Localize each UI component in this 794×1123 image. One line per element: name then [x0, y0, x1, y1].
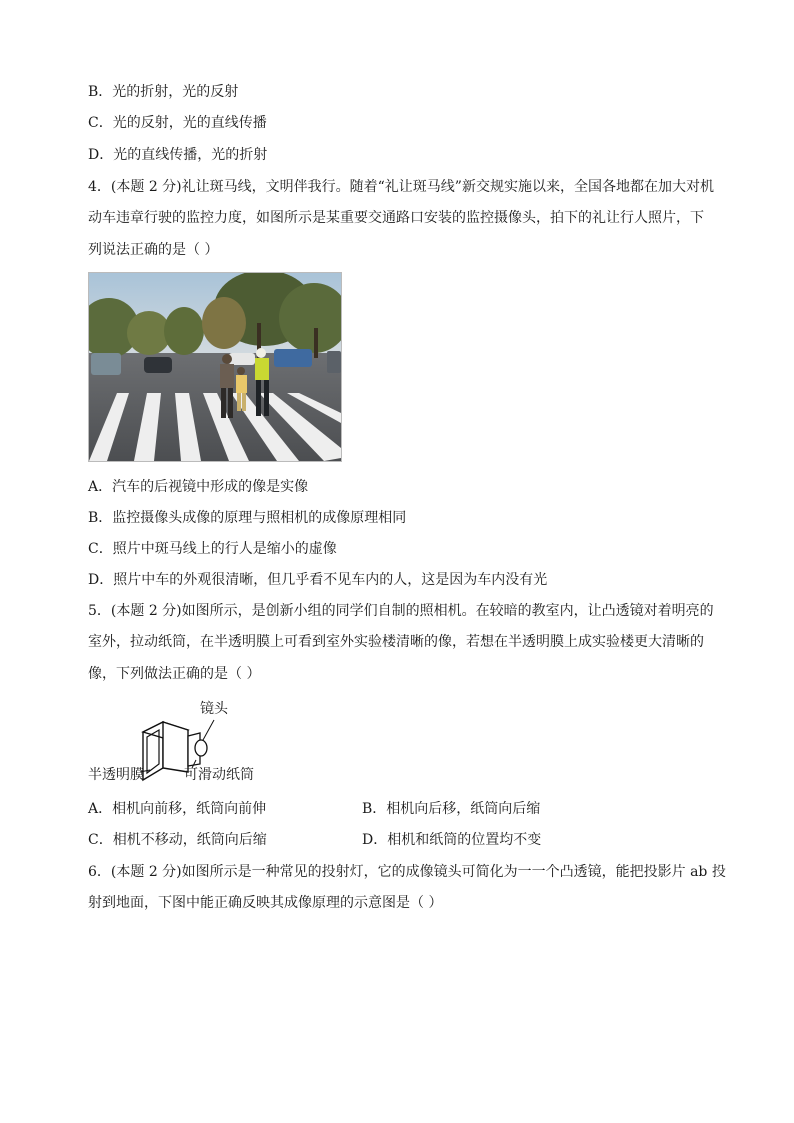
q4-option-b: B．监控摄像头成像的原理与照相机的成像原理相同: [88, 510, 407, 526]
q5-option-c: C．相机不移动，纸筒向后缩: [88, 832, 267, 848]
q5-option-d: D．相机和纸筒的位置均不变: [362, 832, 542, 848]
lens-label: 镜头: [200, 701, 228, 717]
prev-option-b: B．光的折射，光的反射: [88, 84, 239, 100]
q5-stem-line-1: 5．(本题 2 分)如图所示，是创新小组的同学们自制的照相机。在较暗的教室内，让凸透镜对着明亮的: [88, 603, 714, 619]
membrane-label: 半透明膜: [88, 767, 144, 783]
prev-option-c: C．光的反射，光的直线传播: [88, 115, 267, 131]
q4-stem-line-2: 动车违章行驶的监控力度，如图所示是某重要交通路口安装的监控摄像头，拍下的礼让行人照片，下: [88, 210, 704, 226]
q5-stem-line-3: 像，下列做法正确的是（ ）: [88, 666, 261, 682]
q5-stem-line-2: 室外，拉动纸筒，在半透明膜上可看到室外实验楼清晰的像，若想在半透明膜上成实验楼更大清晰的: [88, 634, 704, 650]
tube-label: 可滑动纸筒: [184, 767, 254, 783]
q4-stem-line-3: 列说法正确的是（ ）: [88, 242, 219, 258]
prev-option-d: D．光的直线传播，光的折射: [88, 147, 268, 163]
q4-option-a: A．汽车的后视镜中形成的像是实像: [88, 479, 309, 495]
q4-option-c: C．照片中斑马线上的行人是缩小的虚像: [88, 541, 337, 557]
q5-option-b: B．相机向后移，纸筒向后缩: [362, 801, 541, 817]
q6-stem-line-2: 射到地面，下图中能正确反映其成像原理的示意图是（ ）: [88, 895, 443, 911]
q4-stem-line-1: 4．(本题 2 分)礼让斑马线，文明伴我行。随着“礼让斑马线”新交规实施以来，全国各地都在加大对机: [88, 179, 714, 195]
q4-option-d: D．照片中车的外观很清晰，但几乎看不见车内的人，这是因为车内没有光: [88, 572, 548, 588]
q6-stem-line-1: 6．(本题 2 分)如图所示是一种常见的投射灯，它的成像镜头可简化为一一个凸透镜，能把投影片 ab 投: [88, 864, 726, 880]
camera-diagram: [88, 700, 288, 790]
crosswalk-photo: [88, 272, 342, 462]
crosswalk-photo-illustration: [89, 273, 341, 461]
q5-option-a: A．相机向前移，纸筒向前伸: [88, 801, 267, 817]
